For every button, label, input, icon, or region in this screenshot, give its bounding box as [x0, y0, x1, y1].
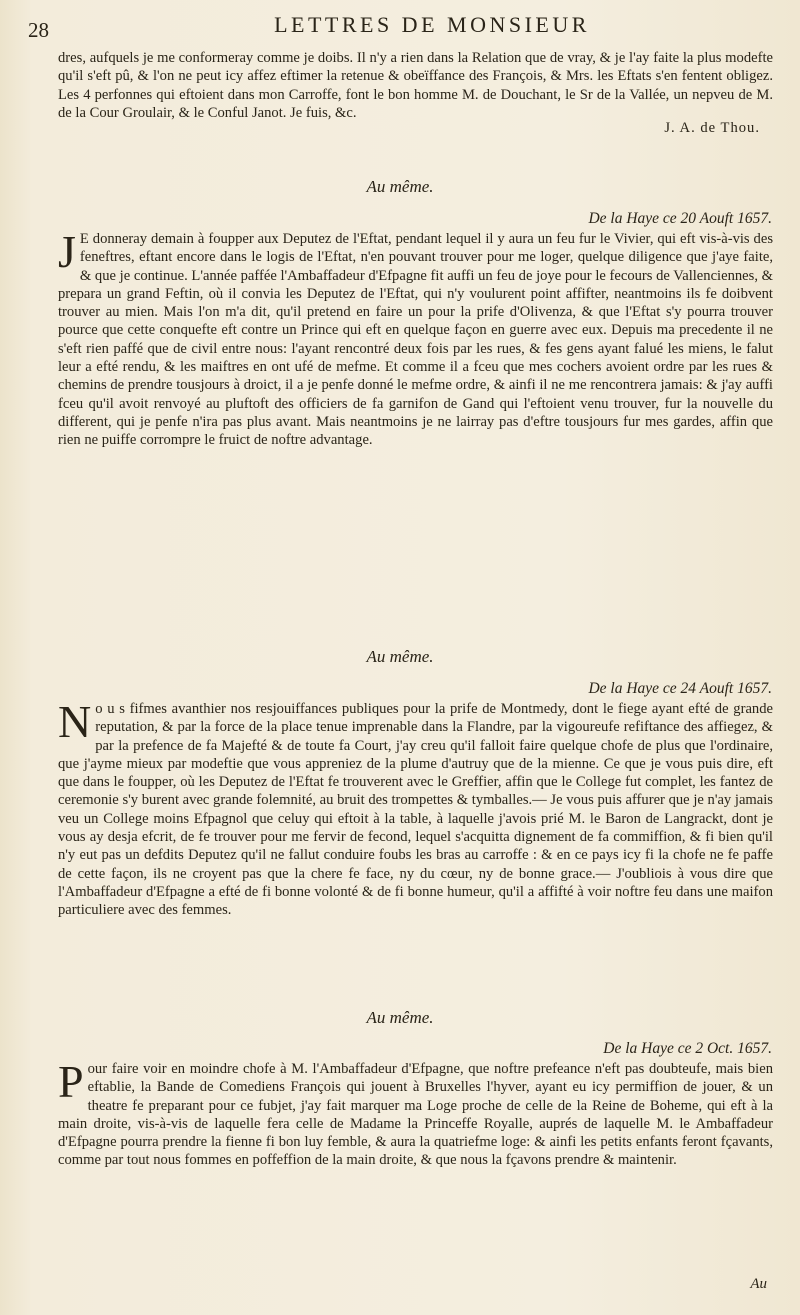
letter-heading: Au même. [366, 647, 434, 666]
page-number: 28 [28, 18, 49, 42]
letter-heading: Au même. [366, 177, 434, 196]
letter-dateline: De la Haye ce 24 Aouft 1657. [588, 680, 772, 697]
letter-heading: Au même. [366, 1008, 434, 1027]
letter-body [58, 696, 773, 920]
catchword: Au [750, 1276, 767, 1292]
drop-cap: N [58, 696, 92, 747]
letter-body [58, 1056, 773, 1170]
letter-text: our faire voir en moindre chofe à M. l'Ambaffadeur d'Efpagne, que noftre prefeance n'eft pas doubteufe, mais bien eftablie, la Bande de Comediens François qui jouent à Bruxelles l'hyver, ayant eu icy permiffion de jouer, & un theatre fe preparant pour ce fubjet, j'ay fait marquer ma Loge proche de celle de la Reine de Boheme, qui eft à la main droite, vis-à-vis de laquelle fera celle de Madame la Princeffe Royalle, auprés de laquelle M. le Ambaffadeur d'Efpagne pourra prendre la fienne fi bon luy femble, & aura la quatriefme loge: & ainfi les petits enfants feront fçavants, comme par tout nous fommes en poffeffion de la main droite, & que nous la fçavons prendre & maintenir. [58, 1061, 773, 1169]
drop-cap: J [58, 226, 76, 277]
drop-cap: P [58, 1056, 84, 1107]
letter-text: E donneray demain à foupper aux Deputez de l'Eftat, pendant lequel il y aura un feu fur le Vivier, qui eft vis-à-vis des feneftres, eftant encore dans le logis de l'Eftat, n'en pouvant trouver pour me loger, quelque diligence que j'aye faite, & que je continue. L'année paffée l'Ambaffadeur d'Efpagne fit auffi un feu de joye pour le fecours de Vallenciennes, & prepara un grand Feftin, où il convia les Deputez de l'Eftat, qui n'y voulurent point affifter, neantmoins ils fe doibvent trouver au mien. Mais l'on m'a dit, qu'il pretend en faire un pour la prife d'Olivenza, & que l'Eftat s'y pourra trouver pource que cette conquefte eft contre un Prince qui eft en quelque façon en guerre avec eux. Depuis ma precedente il ne s'eft rien paffé que de civil entre nous: l'ayant rencontré deux fois par les rues, & fes gens ayant falué les miens, le falut leur a efté rendu, & les maiftres en ont ufé de mefme. Et comme il a fceu que mes cochers avoient ordre par les rues & chemins de prendre tousjours à droict, il a je penfe donné le mefme ordre, & ainfi il ne me rencontrera jamais: & j'ay auffi fceu qu'il avoit renvoyé au pluftoft des officiers de fa garnifon de Gand qui l'eftoient venu trouver, fur la nouvelle du different, qui je penfe n'ira pas plus avant. Mais neantmoins je ne lairray pas d'eftre tousjours fur mes gardes, affin que rien ne puiffe corrompre le fruict de noftre advantage. [58, 231, 773, 449]
opening-paragraph: dres, aufquels je me conformeray comme je doibs. Il n'y a rien dans la Relation que de vray, & je l'ay faite la plus modefte qu'il s'eft pû, & l'on ne peut icy affez eftimer la retenue & obeïffance des François, & Mrs. les Eftats s'en fentent obligez. Les 4 perfonnes qui eftoient dans mon Carroffe, font le bon homme M. de Douchant, le Sr de la Vallée, un nepveu de M. de la Cour Groulair, & le Conful Janot. Je fuis, &c. [58, 50, 773, 121]
running-header: LETTRES DE MONSIEUR [274, 12, 590, 37]
signature: J. A. de Thou. [664, 120, 760, 136]
letter-body [58, 226, 773, 450]
letter-dateline: De la Haye ce 20 Aouft 1657. [588, 210, 772, 227]
letter-dateline: De la Haye ce 2 Oct. 1657. [603, 1040, 772, 1057]
letter-text: o u s fifmes avanthier nos resjouiffances publiques pour la prife de Montmedy, dont le fiege ayant efté de grande reputation, & par la force de la place tenue imprenable dans la Flandre, par la vigoureufe refiftance des affiegez, & par la prefence de fa Majefté & de toute fa Court, j'ay creu qu'il falloit faire quelque chofe de plus que l'ordinaire, que j'ayme mieux par modeftie que vous appreniez de la plume d'autruy que de la mienne. Ce que je vous puis dire, eft que dans le foupper, où les Deputez de l'Eftat fe trouverent avec le Greffier, affin que le College fut complet, les fantez de ceremonie s'y burent avec grande folemnité, au bruit des trompettes & tymballes.— Je vous puis affurer que je n'ay jamais veu un College moins Efpagnol que celuy qui eftoit à la table, à laquelle j'avois prié M. le Baron de Langrackt, dont je vous ay desja efcrit, de fe trouver pour me fervir de fecond, lequel s'acquitta dignement de fa commiffion, & fi bien qu'il n'y eut pas un defdits Deputez qu'il ne fallut conduire foubs les bras au carroffe : & en ce pays icy fi la chofe ne fe paffe de cette façon, ils ne croyent pas que la chere fe face, ny du cœur, ny de bonne grace.— J'oubliois à vous dire que l'Ambaffadeur d'Efpagne a efté de fi bonne volonté & de fi bonne humeur, qu'il a affifté à voir noftre feu dans une maifon particuliere avec des femmes. [58, 701, 773, 919]
